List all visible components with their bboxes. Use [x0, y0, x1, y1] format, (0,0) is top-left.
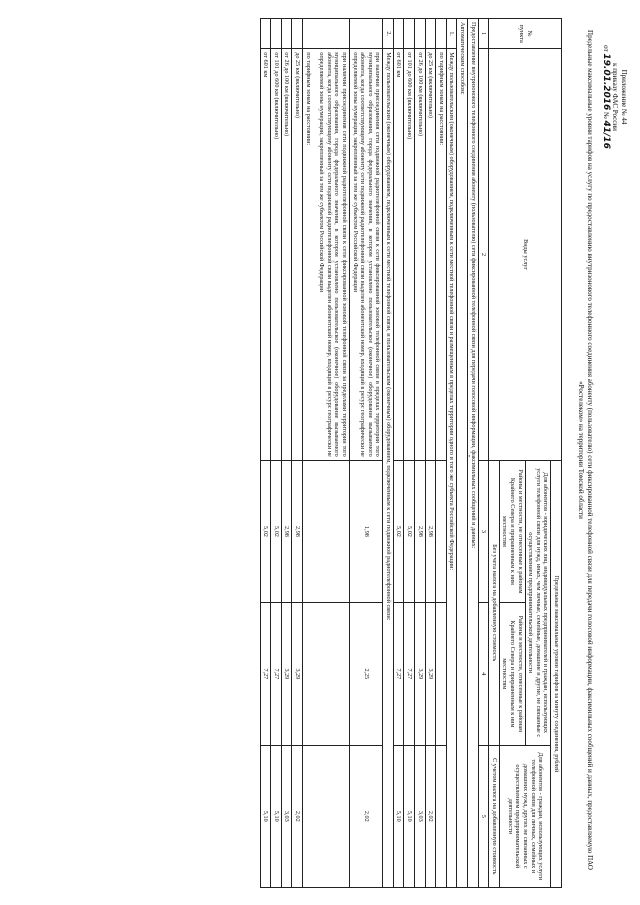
appendix-line-2: к приказу ФАС России	[611, 63, 619, 131]
item-2-mobile1-row	[349, 19, 382, 888]
value-cell: 2,98	[281, 460, 292, 602]
empty-cell	[415, 19, 426, 49]
row-label: от 601 км	[393, 49, 404, 461]
header-group-a: Для абонентов - юридических лиц, индивидуальных предпринимателей и граждан, использующих услуги телефонной связи для нужд, иных, чем личные, семейные, домашние и другие, не связанные с осуществлением предпринимательской деятельности	[525, 460, 551, 745]
row-label: до 25 км (включительно)	[425, 49, 436, 461]
item-1-text: Между пользовательским (оконечным) оборудованием, подключенным к сети местной телефонной связи и размещенным в пределах территории одного и того же субъекта Российской Федерации:	[446, 49, 457, 888]
empty-cell	[393, 19, 404, 49]
header-vat-a: Без учета налога на добавленную стоимость	[489, 460, 500, 745]
item-2-mobile2-desc: при наличии присоединения сети подвижной радиотелефонной связи к сети фиксированной зоновой телефонной связи за пределами территории того муниципального образования, города федерального значения, в котором установлено пользовательское (оконечное) оборудование вызываемого абонента, когда соответствующему абоненту сети подвижной радиотелефонной связи выделен абонентский номер, входящий в ресурс географически не определяемой зоны нумерации, закрепленный за тем же субъектом Российской Федерации	[318, 52, 348, 457]
item-2-num: 2.	[383, 19, 394, 49]
item-1-row	[446, 19, 457, 888]
value-cell: 3,29	[425, 603, 436, 745]
tariff-table	[260, 18, 562, 888]
appendix-line-3	[601, 22, 610, 172]
header-num: № пункта	[489, 19, 562, 49]
item-2-mobile2-row	[302, 19, 349, 888]
value-cell: 3,29	[415, 603, 426, 745]
col-number-4: 4	[478, 603, 489, 745]
auto-row	[457, 19, 468, 888]
col-number-1: 1	[478, 19, 489, 49]
value-cell: 2,02	[425, 745, 436, 887]
date-prefix: от	[602, 45, 610, 52]
value-cell: 2,98	[415, 460, 426, 602]
table-row	[415, 19, 426, 888]
value-cell: 5,10	[271, 745, 282, 887]
value-cell: 5,10	[393, 745, 404, 887]
empty-cell	[271, 19, 282, 49]
empty-cell	[260, 19, 271, 49]
row-label: до 25 км (включительно)	[292, 49, 303, 461]
table-row	[271, 19, 282, 888]
row-label: от 601 км	[260, 49, 271, 461]
empty-cell	[302, 603, 349, 745]
side-mark: "	[464, 455, 470, 458]
value-cell: 2,98	[292, 460, 303, 602]
header-service: Виды услуг	[489, 49, 562, 461]
item-1-tariff-label-row	[436, 19, 447, 888]
section-title: Предоставление внутризонового телефонного соединения абоненту (пользователю) сети фиксированной телефонной связи для передачи голосовой информации, факсимильных сообщений и данных:	[468, 19, 479, 888]
value-cell: 5,02	[260, 460, 271, 602]
col-number-2: 2	[478, 49, 489, 461]
value-cell: 5,10	[260, 745, 271, 887]
value-cell: 5,02	[271, 460, 282, 602]
empty-cell	[436, 460, 447, 602]
value-cell: 2,02	[349, 745, 382, 887]
value-cell: 5,02	[404, 460, 415, 602]
table-row	[393, 19, 404, 888]
section-row	[468, 19, 479, 888]
auto-label: Автоматическим способом:	[457, 19, 468, 888]
header-levels: Предельные максимальные уровни тарифов за минуту соединения, рублей	[551, 460, 562, 887]
item-2-tariff-label: по тарифным зонам на расстоянии:	[304, 52, 312, 146]
header-row-1	[551, 19, 562, 888]
column-number-row	[478, 19, 489, 888]
handwritten-number: 41/16	[601, 120, 611, 149]
value-cell: 2,02	[292, 745, 303, 887]
document-title: Предельные максимальные уровни тарифов на услугу по предоставлению внутризонового телефонного соединения абоненту (пользователю) сети фиксированной телефонной связи для передачи голосовой информации, факсимильных сообщений и данных, предоставляемую ПАО «Ростелеком» на территории Томской области	[577, 30, 594, 870]
table-row	[281, 19, 292, 888]
table-row	[404, 19, 415, 888]
value-cell: 7,27	[404, 603, 415, 745]
item-1-tariff-label: по тарифным зонам на расстоянии:	[436, 49, 447, 461]
item-2-mobile1-text: при наличии присоединения сети подвижной радиотелефонной связи к сети фиксированной зоновой телефонной связи в пределах территории того муниципального образования, города федерального значения, в котором установлено пользовательское (оконечное) оборудование вызываемого абонента, когда соответствующему абоненту сети подвижной радиотелефонной связи выделен абонентский номер, входящий в ресурс географически не определяемой зоны нумерации, закрепленный за тем же субъектом Российской Федерации	[349, 49, 382, 461]
table-row	[292, 19, 303, 888]
value-cell: 3,03	[415, 745, 426, 887]
row-label: от 101 до 600 км (включительно)	[271, 49, 282, 461]
empty-cell	[436, 745, 447, 887]
value-cell: 7,27	[260, 603, 271, 745]
item-2-row	[383, 19, 394, 888]
value-cell: 2,98	[425, 460, 436, 602]
empty-cell	[292, 19, 303, 49]
row-label: от 26 до 100 км (включительно)	[415, 49, 426, 461]
empty-cell	[436, 19, 447, 49]
empty-cell	[425, 19, 436, 49]
value-cell: 3,29	[292, 603, 303, 745]
value-cell: 3,29	[281, 603, 292, 745]
value-cell: 7,27	[393, 603, 404, 745]
row-label: от 101 до 600 км (включительно)	[404, 49, 415, 461]
row-label: от 26 до 100 км (включительно)	[281, 49, 292, 461]
table-row	[425, 19, 436, 888]
value-cell: 3,03	[281, 745, 292, 887]
header-group-b: Для абонентов - граждан, использующих услуги телефонной связи для личных, семейных и домашних нужд, других не связанных с осуществлением предпринимательской деятельности	[499, 745, 551, 887]
appendix-line-1: Приложение № 44	[620, 69, 628, 125]
col-number-5: 5	[478, 745, 489, 887]
header-sub-a1: Районы и местности, не отнесенные к районам Крайнего Севера и приравненным к ним местностям	[499, 460, 525, 602]
value-cell: 5,02	[393, 460, 404, 602]
header-vat-b: С учетом налога на добавленную стоимость	[489, 745, 500, 887]
item-2-mobile2-text	[302, 49, 349, 461]
empty-cell	[404, 19, 415, 49]
col-number-3: 3	[478, 460, 489, 602]
item-1-num: 1.	[446, 19, 457, 49]
empty-cell	[349, 19, 382, 49]
appendix-block	[601, 22, 628, 172]
value-cell: 7,27	[271, 603, 282, 745]
value-cell: 5,10	[404, 745, 415, 887]
empty-cell	[302, 19, 349, 49]
empty-cell	[302, 745, 349, 887]
empty-cell	[436, 603, 447, 745]
number-prefix: №	[602, 112, 610, 119]
empty-cell	[302, 460, 349, 602]
table-row	[260, 19, 271, 888]
handwritten-date: 19.01.2016	[601, 53, 611, 111]
value-cell: 2,25	[349, 603, 382, 745]
header-sub-a2: Районы и местности, отнесенные к районам Крайнего Севера и приравненным к ним местностям	[499, 603, 525, 745]
value-cell: 1,98	[349, 460, 382, 602]
item-2-text: Между пользовательским (оконечным) оборудованием, подключенным к сети местной телефонной связи, и пользовательским (оконечным) оборудованием, подключенным к сети подвижной радиотелефонной связи:	[383, 49, 394, 888]
empty-cell	[281, 19, 292, 49]
